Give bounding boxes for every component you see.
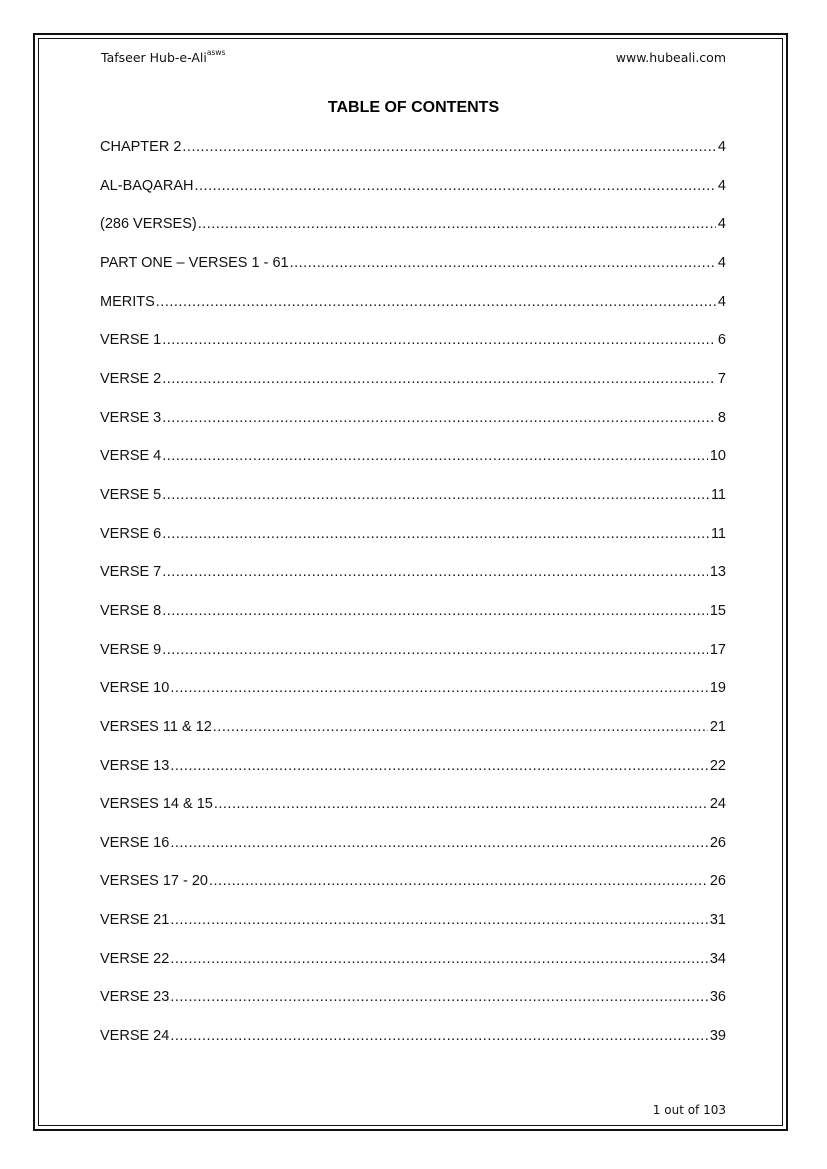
toc-entry-page: 7 xyxy=(717,370,726,387)
toc-entry[interactable] xyxy=(100,603,726,642)
toc-dot-leader xyxy=(170,951,708,967)
page-title: TABLE OF CONTENTS xyxy=(327,99,500,116)
toc-entry[interactable] xyxy=(100,951,726,990)
toc-entry-title: VERSE 7 xyxy=(100,564,162,581)
toc-entry[interactable] xyxy=(100,835,726,874)
toc-entry[interactable] xyxy=(100,758,726,797)
toc-entry[interactable] xyxy=(100,526,726,565)
toc-entry-page: 36 xyxy=(709,989,726,1006)
toc-dot-leader xyxy=(162,603,708,619)
toc-entry-page: 19 xyxy=(709,680,726,697)
toc-dot-leader xyxy=(162,448,708,464)
page-number: 1 out of 103 xyxy=(652,1103,726,1117)
toc-dot-leader xyxy=(194,178,715,194)
toc-entry-page: 11 xyxy=(710,486,726,503)
toc-dot-leader xyxy=(162,564,708,580)
header-title-text: Tafseer Hub-e-Ali xyxy=(101,50,207,65)
toc-entry[interactable] xyxy=(100,989,726,1028)
toc-entry[interactable] xyxy=(100,332,726,371)
table-of-contents xyxy=(100,139,726,1067)
toc-entry[interactable] xyxy=(100,139,726,178)
toc-entry-title: MERITS xyxy=(100,293,155,310)
toc-dot-leader xyxy=(162,642,708,658)
toc-entry-page: 22 xyxy=(709,757,726,774)
toc-entry[interactable] xyxy=(100,873,726,912)
toc-dot-leader xyxy=(170,912,708,928)
toc-dot-leader xyxy=(198,216,716,232)
toc-dot-leader xyxy=(162,526,709,542)
header-book-title xyxy=(101,50,225,65)
toc-entry-page: 11 xyxy=(710,525,726,542)
toc-entry-page: 4 xyxy=(717,139,726,155)
toc-entry-page: 24 xyxy=(709,796,726,813)
toc-entry[interactable] xyxy=(100,410,726,449)
toc-entry-title: (286 VERSES) xyxy=(100,216,197,233)
toc-entry[interactable] xyxy=(100,255,726,294)
toc-entry-page: 34 xyxy=(709,950,726,967)
toc-entry-page: 4 xyxy=(717,216,726,233)
toc-entry[interactable] xyxy=(100,796,726,835)
toc-entry-title: VERSE 6 xyxy=(100,525,162,542)
toc-entry-page: 15 xyxy=(709,602,726,619)
toc-entry-title: CHAPTER 2 xyxy=(100,139,182,155)
toc-entry-title: VERSE 10 xyxy=(100,680,170,697)
toc-dot-leader xyxy=(162,410,716,426)
toc-entry-title: VERSE 4 xyxy=(100,448,162,465)
toc-entry-title: VERSE 21 xyxy=(100,912,170,929)
toc-entry-title: VERSE 5 xyxy=(100,486,162,503)
toc-entry-title: VERSES 11 & 12 xyxy=(100,718,212,735)
toc-entry-page: 6 xyxy=(717,332,726,349)
toc-entry[interactable] xyxy=(100,1028,726,1067)
toc-entry-page: 26 xyxy=(709,834,726,851)
toc-dot-leader xyxy=(170,989,708,1005)
toc-dot-leader xyxy=(182,139,716,155)
toc-dot-leader xyxy=(209,873,708,889)
toc-entry-title: VERSE 1 xyxy=(100,332,162,349)
toc-entry-page: 4 xyxy=(717,177,726,194)
toc-dot-leader xyxy=(170,758,708,774)
toc-entry[interactable] xyxy=(100,216,726,255)
toc-dot-leader xyxy=(170,1028,708,1044)
toc-entry-title: VERSE 23 xyxy=(100,989,170,1006)
toc-entry-title: VERSE 22 xyxy=(100,950,170,967)
toc-entry[interactable] xyxy=(100,371,726,410)
toc-entry-page: 13 xyxy=(709,564,726,581)
toc-entry-title: VERSES 14 & 15 xyxy=(100,796,213,813)
toc-entry-title: VERSE 13 xyxy=(100,757,170,774)
toc-entry-page: 8 xyxy=(717,409,726,426)
toc-entry-title: VERSE 3 xyxy=(100,409,162,426)
toc-dot-leader xyxy=(290,255,716,271)
toc-dot-leader xyxy=(214,796,708,812)
toc-entry-title: PART ONE – VERSES 1 - 61 xyxy=(100,254,289,271)
toc-entry-title: VERSE 24 xyxy=(100,1028,170,1045)
toc-entry-page: 4 xyxy=(717,254,726,271)
toc-dot-leader xyxy=(162,332,716,348)
toc-entry-page: 17 xyxy=(709,641,726,658)
toc-dot-leader xyxy=(170,680,708,696)
toc-entry-title: AL-BAQARAH xyxy=(100,177,194,194)
toc-entry-page: 21 xyxy=(709,718,726,735)
toc-entry[interactable] xyxy=(100,680,726,719)
toc-dot-leader xyxy=(162,487,709,503)
toc-entry[interactable] xyxy=(100,642,726,681)
toc-entry[interactable] xyxy=(100,178,726,217)
toc-entry-title: VERSE 16 xyxy=(100,834,170,851)
toc-dot-leader xyxy=(213,719,708,735)
toc-dot-leader xyxy=(170,835,708,851)
toc-entry[interactable] xyxy=(100,294,726,333)
toc-entry-title: VERSE 8 xyxy=(100,602,162,619)
toc-entry-page: 4 xyxy=(717,293,726,310)
toc-entry[interactable] xyxy=(100,719,726,758)
toc-entry[interactable] xyxy=(100,487,726,526)
toc-dot-leader xyxy=(162,371,716,387)
header-website: www.hubeali.com xyxy=(615,50,726,65)
toc-entry[interactable] xyxy=(100,564,726,603)
toc-entry[interactable] xyxy=(100,448,726,487)
toc-entry-title: VERSE 9 xyxy=(100,641,162,658)
toc-entry-page: 31 xyxy=(709,912,726,929)
toc-entry-title: VERSE 2 xyxy=(100,370,162,387)
toc-entry-page: 10 xyxy=(709,448,726,465)
toc-entry-page: 39 xyxy=(709,1028,726,1045)
toc-dot-leader xyxy=(156,294,716,310)
toc-entry-title: VERSES 17 - 20 xyxy=(100,873,208,890)
toc-entry[interactable] xyxy=(100,912,726,951)
header-title-superscript: asws xyxy=(206,48,226,57)
toc-entry-page: 26 xyxy=(709,873,726,890)
